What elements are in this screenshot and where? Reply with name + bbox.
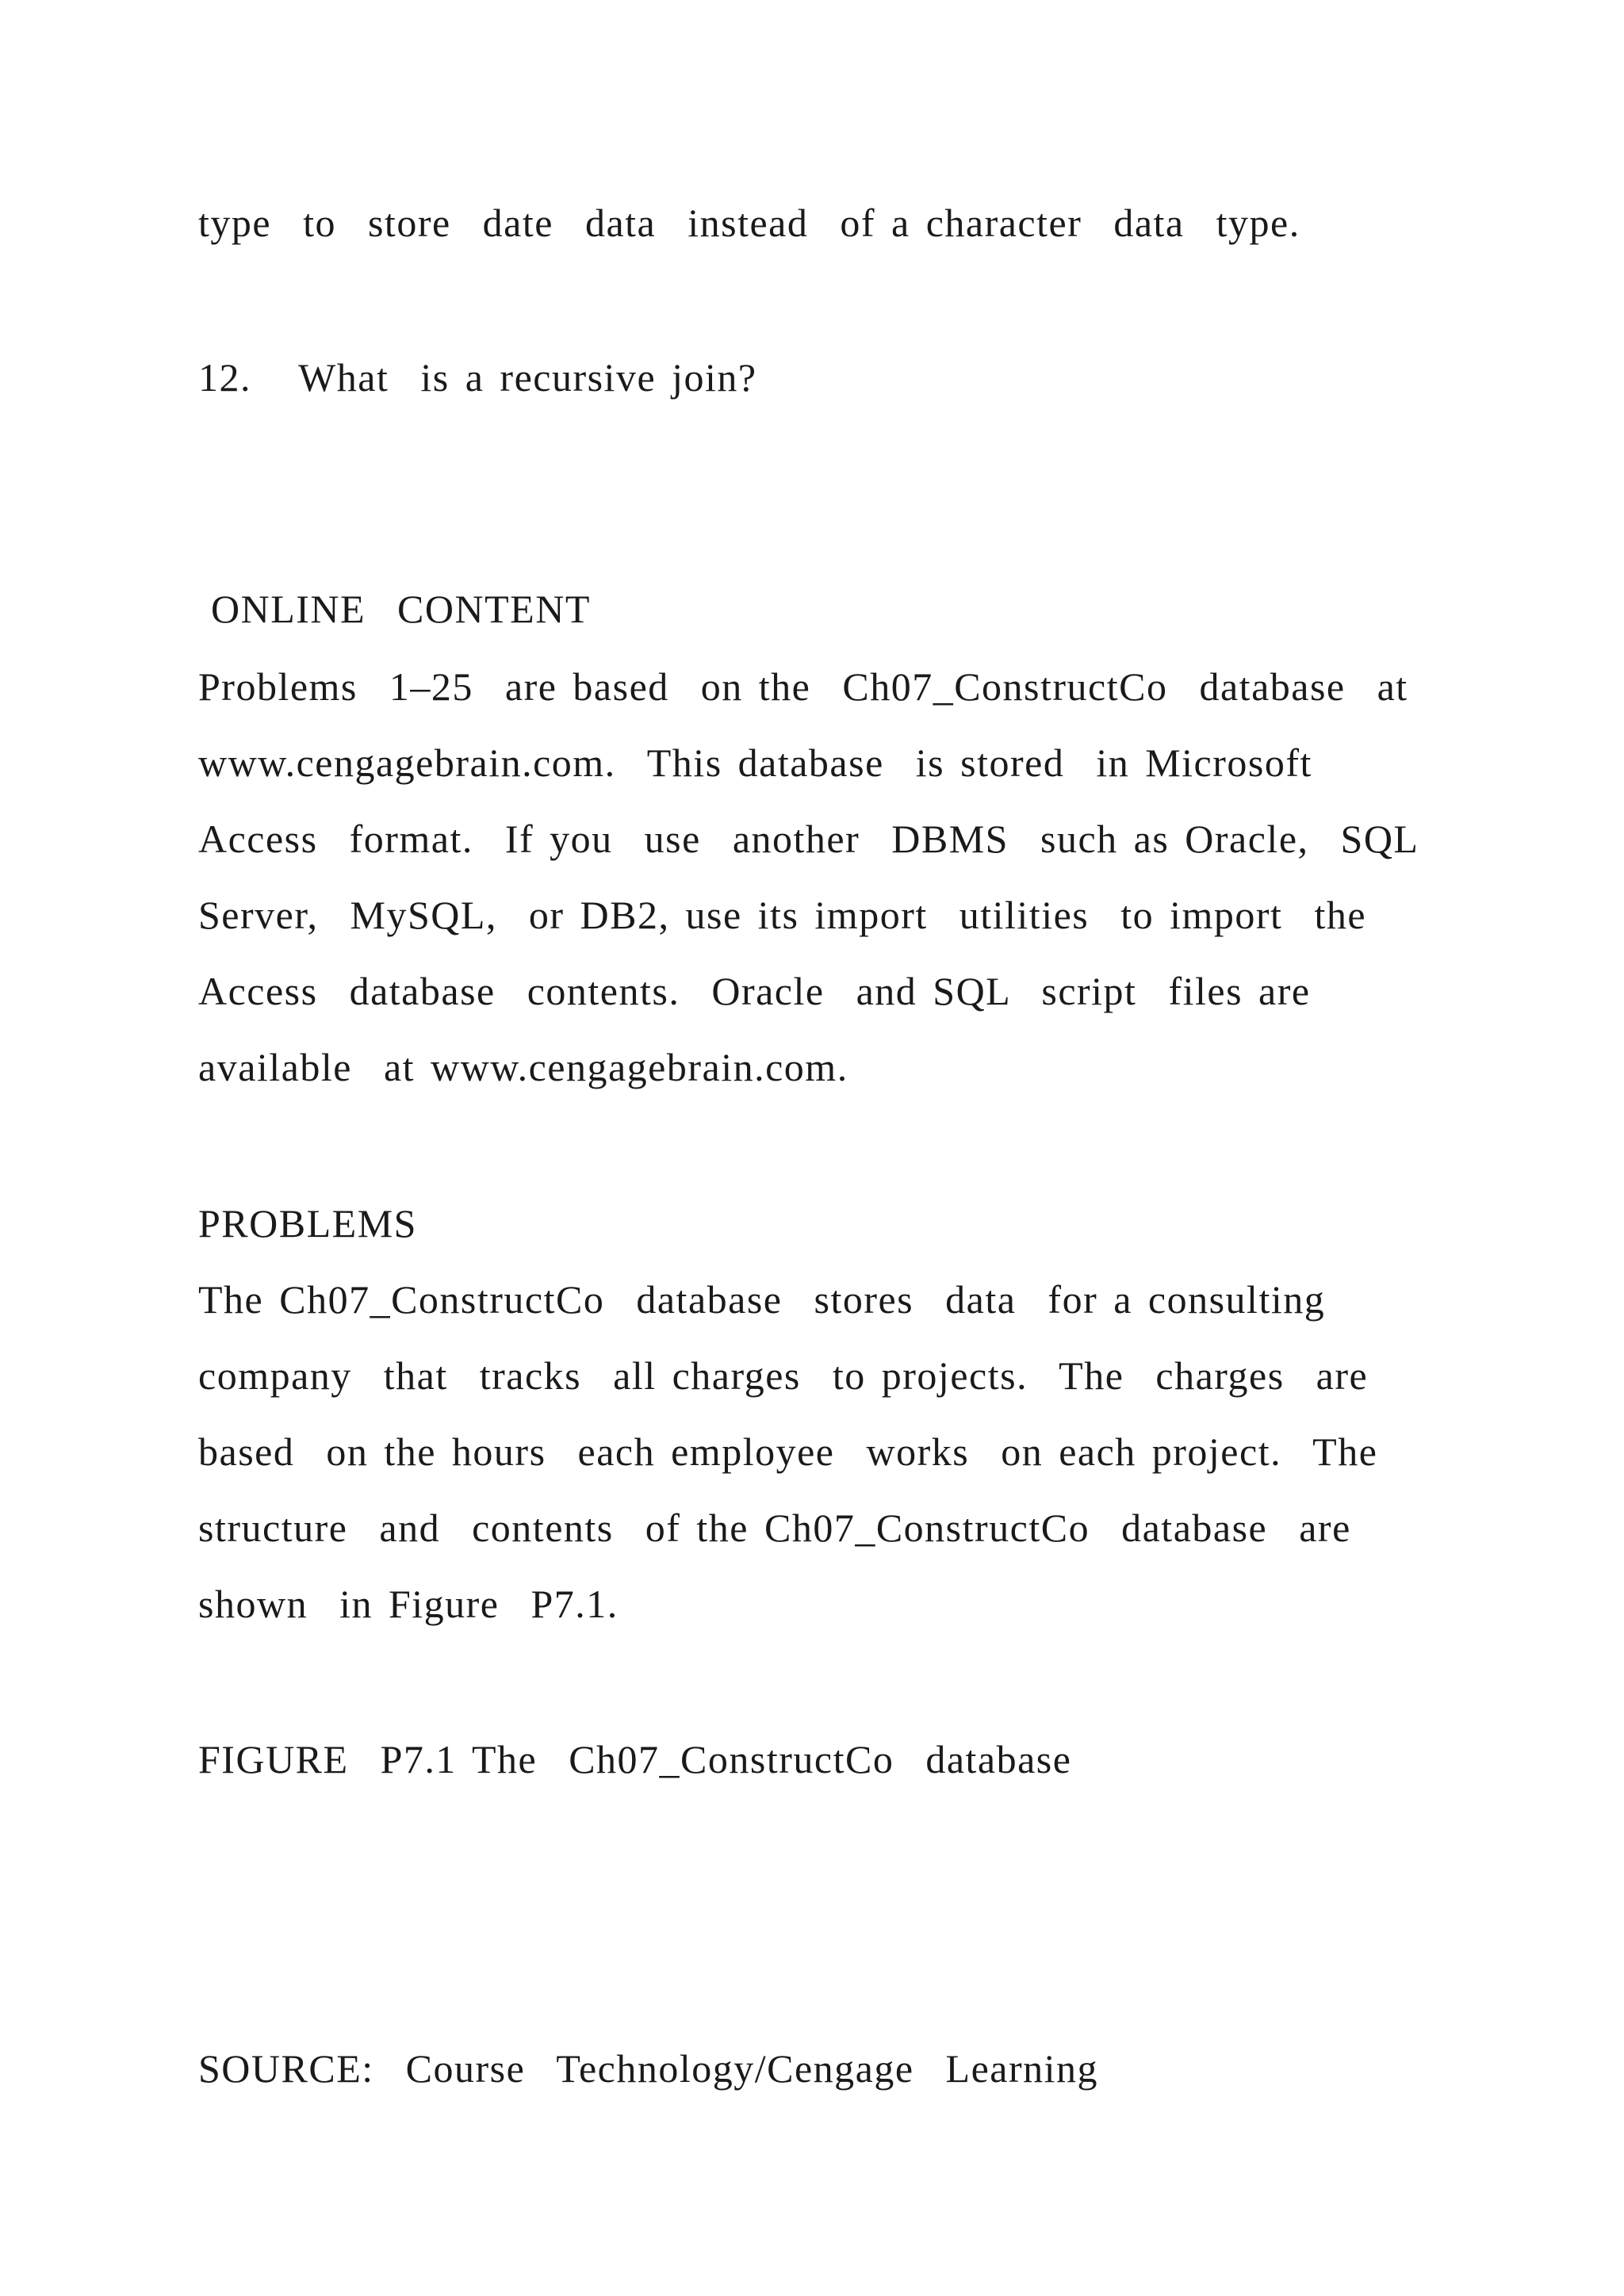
problems-line: shown in Figure P7.1. (198, 1582, 619, 1626)
figure-caption: FIGURE P7.1 The Ch07_ConstructCo database (198, 1737, 1072, 1781)
online-content-line: Server, MySQL, or DB2, use its import utilities to import the (198, 893, 1367, 937)
problems-line: based on the hours each employee works on each project. The (198, 1429, 1378, 1474)
problems-line: structure and contents of the Ch07_ConstructCo database are (198, 1506, 1351, 1550)
problems-line: The Ch07_ConstructCo database stores data for a consulting (198, 1277, 1326, 1322)
online-content-heading: ONLINE CONTENT (211, 587, 591, 631)
source-credit: SOURCE: Course Technology/Cengage Learning (198, 2046, 1099, 2091)
online-content-line: Problems 1–25 are based on the Ch07_ConstructCo database at (198, 664, 1408, 709)
problems-heading: PROBLEMS (198, 1201, 417, 1246)
online-content-line: Access database contents. Oracle and SQL script files are (198, 969, 1311, 1013)
online-content-line: www.cengagebrain.com. This database is stored in Microsoft (198, 740, 1312, 785)
problems-line: company that tracks all charges to projects. The charges are (198, 1353, 1369, 1398)
question-12: 12. What is a recursive join? (198, 355, 757, 400)
online-content-line: Access format. If you use another DBMS such as Oracle, SQL (198, 817, 1419, 861)
intro-text-line: type to store date data instead of a character data type. (198, 201, 1300, 245)
online-content-line: available at www.cengagebrain.com. (198, 1045, 848, 1089)
